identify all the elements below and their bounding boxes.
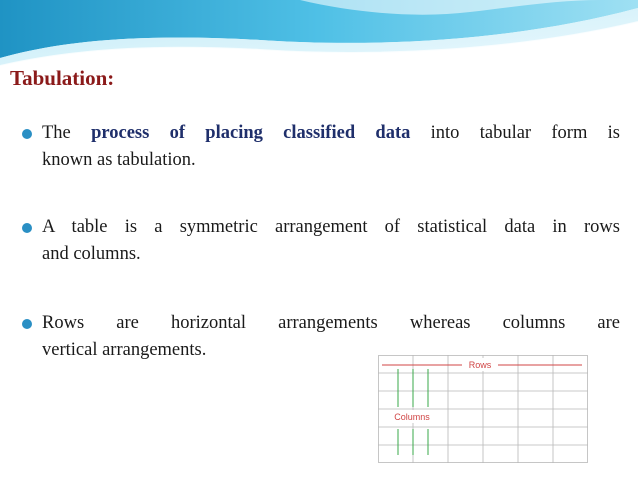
table-grid (378, 355, 588, 463)
bullet-item-tabulation-definition (22, 120, 620, 174)
bullet-icon (22, 223, 32, 233)
bullet-continuation: known as tabulation. (42, 150, 196, 170)
rows-columns-diagram (378, 355, 588, 463)
bullet-icon (22, 319, 32, 329)
bullet-line: Rows are horizontal arrangements whereas columns are (42, 313, 620, 333)
bullet-continuation: vertical arrangements. (42, 340, 207, 360)
highlighted-phrase: process of placing classified data (91, 123, 411, 143)
bullet-line (42, 120, 620, 147)
bullet-text-pre: The (42, 123, 92, 143)
bullet-continuation: and columns. (42, 244, 141, 264)
header-wave-decoration (0, 0, 638, 70)
rows-label: Rows (468, 360, 492, 370)
bullet-item-table-definition (22, 214, 620, 268)
bullet-icon (22, 129, 32, 139)
slide-title: Tabulation: (10, 66, 115, 90)
rows-indicator (382, 358, 582, 371)
columns-label: Columns (394, 412, 430, 422)
bullet-text-post: into tabular form is (410, 123, 620, 143)
bullet-line: A table is a symmetric arrangement of statistical data in rows (42, 217, 620, 237)
